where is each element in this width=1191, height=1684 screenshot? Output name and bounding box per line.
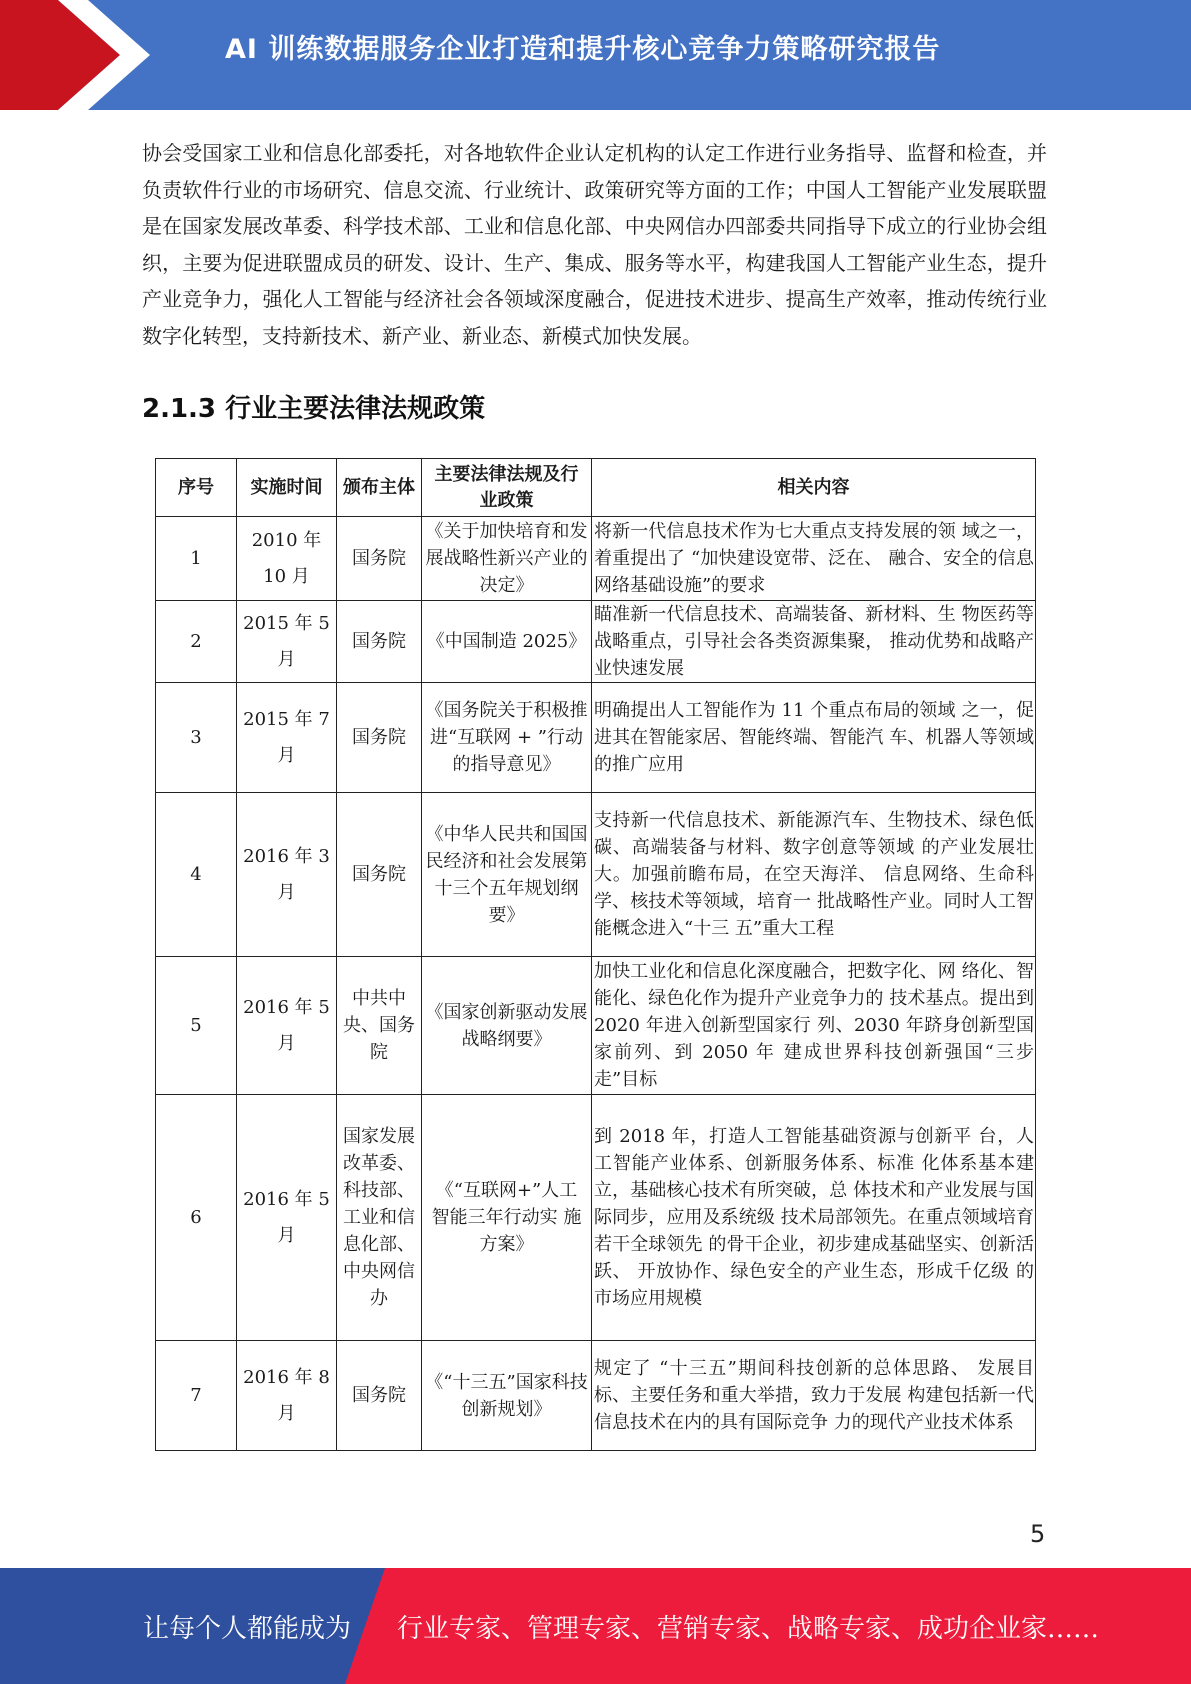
row-issuer: 国务院 — [337, 601, 422, 683]
row-num: 2 — [156, 601, 237, 683]
row-issuer: 国务院 — [337, 1341, 422, 1451]
page-footer — [0, 1568, 1191, 1684]
table-header-row — [156, 459, 1036, 517]
row-policy-name: 《中华人民共和国国民经济和社会发展第十三个五年规划纲要》 — [422, 793, 592, 957]
table-row — [156, 793, 1036, 957]
row-content: 明确提出人工智能作为 11 个重点布局的领域 之一，促进其在智能家居、智能终端、智能汽 车、机器人等领域的推广应用 — [592, 683, 1036, 793]
row-content: 支持新一代信息技术、新能源汽车、生物技术、绿色低碳、高端装备与材料、数字创意等领域 的产业发展壮大。加强前瞻布局，在空天海洋、 信息网络、生命科学、核技术等领域，培育一 批战略性产业。同时人工智能概念进入“十三 五”重大工程 — [592, 793, 1036, 957]
row-content: 将新一代信息技术作为七大重点支持发展的领 域之一，着重提出了 “加快建设宽带、泛在、 融合、安全的信息网络基础设施”的要求 — [592, 517, 1036, 601]
table-row — [156, 683, 1036, 793]
table-row — [156, 1095, 1036, 1341]
row-policy-name: 《中国制造 2025》 — [422, 601, 592, 683]
row-num: 4 — [156, 793, 237, 957]
header-policy-name: 主要法律法规及行业政策 — [422, 459, 592, 517]
row-date: 2016 年 5 月 — [237, 1095, 337, 1341]
row-policy-name: 《“十三五”国家科技创新规划》 — [422, 1341, 592, 1451]
row-num: 7 — [156, 1341, 237, 1451]
row-num: 3 — [156, 683, 237, 793]
section-heading: 2.1.3 行业主要法律法规政策 — [142, 394, 486, 424]
row-date: 2016 年 5 月 — [237, 957, 337, 1095]
row-date: 2015 年 7 月 — [237, 683, 337, 793]
footer-slogan-right: 行业专家、管理专家、营销专家、战略专家、成功企业家…… — [397, 1614, 1100, 1644]
header-num: 序号 — [156, 459, 237, 517]
footer-slogan-left: 让每个人都能成为 — [143, 1614, 352, 1644]
table-row — [156, 1341, 1036, 1451]
row-num: 1 — [156, 517, 237, 601]
row-num: 6 — [156, 1095, 237, 1341]
table-row — [156, 601, 1036, 683]
row-content: 规定了 “十三五”期间科技创新的总体思路、 发展目标、主要任务和重大举措，致力于发展 构建包括新一代信息技术在内的具有国际竞争 力的现代产业技术体系 — [592, 1341, 1036, 1451]
page-header — [0, 0, 1191, 110]
table-row — [156, 957, 1036, 1095]
row-issuer: 国务院 — [337, 793, 422, 957]
intro-paragraph: 协会受国家工业和信息化部委托，对各地软件企业认定机构的认定工作进行业务指导、监督和检查，并负责软件行业的市场研究、信息交流、行业统计、政策研究等方面的工作；中国人工智能产业发展联盟是在国家发展改革委、科学技术部、工业和信息化部、中央网信办四部委共同指导下成立的行业协会组织，主要为促进联盟成员的研发、设计、生产、集成、服务等水平，构建我国人工智能产业生态，提升产业竞争力，强化人工智能与经济社会各领域深度融合，促进技术进步、提高生产效率，推动传统行业数字化转型，支持新技术、新产业、新业态、新模式加快发展。 — [142, 141, 1047, 348]
policy-table — [155, 458, 1036, 1451]
row-issuer: 国务院 — [337, 517, 422, 601]
row-issuer: 中共中央、国务院 — [337, 957, 422, 1095]
report-title: AI 训练数据服务企业打造和提升核心竞争力策略研究报告 — [225, 34, 941, 65]
row-policy-name: 《“互联网+”人工 智能三年行动实 施方案》 — [422, 1095, 592, 1341]
page-number: 5 — [1030, 1520, 1046, 1548]
row-date: 2010 年 10 月 — [237, 517, 337, 601]
table-row — [156, 517, 1036, 601]
row-content: 到 2018 年，打造人工智能基础资源与创新平 台，人工智能产业体系、创新服务体系、标准 化体系基本建立，基础核心技术有所突破，总 体技术和产业发展与国际同步，应用及系统级 技术局部领先。在重点领域培育若干全球领先 的骨干企业，初步建成基础坚实、创新活跃、 开放协作、绿色安全的产业生态，形成千亿级 的市场应用规模 — [592, 1095, 1036, 1341]
row-policy-name: 《关于加快培育和发展战略性新兴产业的决定》 — [422, 517, 592, 601]
header-date: 实施时间 — [237, 459, 337, 517]
header-content: 相关内容 — [592, 459, 1036, 517]
row-policy-name: 《国务院关于积极推进“互联网 + ”行动的指导意见》 — [422, 683, 592, 793]
row-content: 加快工业化和信息化深度融合，把数字化、网 络化、智能化、绿色化作为提升产业竞争力的 技术基点。提出到 2020 年进入创新型国家行 列、2030 年跻身创新型国家前列、到 2050 年 建成世界科技创新强国“三步走”目标 — [592, 957, 1036, 1095]
header-issuer: 颁布主体 — [337, 459, 422, 517]
row-issuer: 国家发展改革委、科技部、工业和信息化部、中央网信办 — [337, 1095, 422, 1341]
row-content: 瞄准新一代信息技术、高端装备、新材料、生 物医药等战略重点，引导社会各类资源集聚， 推动优势和战略产业快速发展 — [592, 601, 1036, 683]
row-policy-name: 《国家创新驱动发展战略纲要》 — [422, 957, 592, 1095]
row-issuer: 国务院 — [337, 683, 422, 793]
row-date: 2016 年 8 月 — [237, 1341, 337, 1451]
row-date: 2015 年 5 月 — [237, 601, 337, 683]
row-num: 5 — [156, 957, 237, 1095]
row-date: 2016 年 3 月 — [237, 793, 337, 957]
